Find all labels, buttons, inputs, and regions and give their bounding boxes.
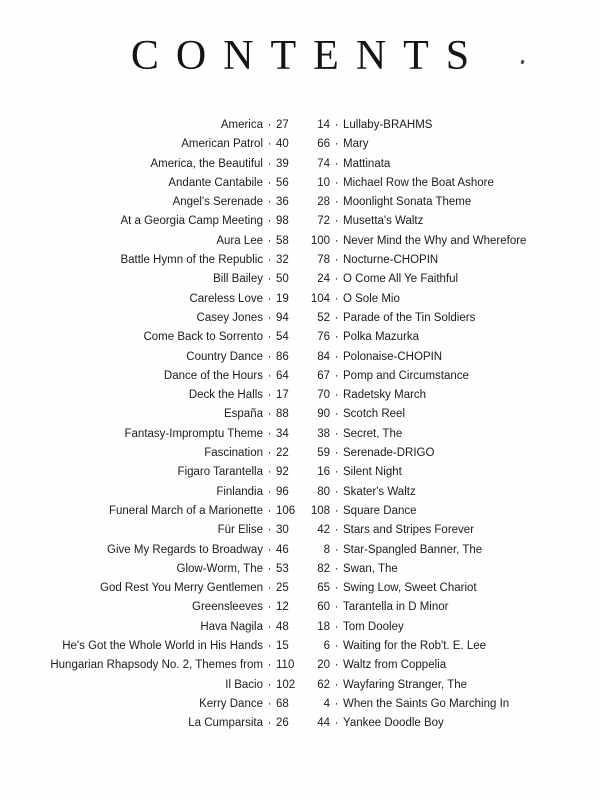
toc-entry xyxy=(36,116,302,135)
page-number: 25 xyxy=(276,582,289,595)
song-title: Michael Row the Boat Ashore xyxy=(343,176,494,189)
toc-entry xyxy=(36,174,302,193)
separator-dot: · xyxy=(267,640,272,653)
page-number: 38 xyxy=(317,427,330,440)
song-title: America xyxy=(220,119,263,131)
separator-dot: · xyxy=(334,350,339,363)
song-title: Deck the Halls xyxy=(188,389,263,402)
page-number: 42 xyxy=(317,524,330,537)
separator-dot: · xyxy=(267,350,272,363)
separator-dot: · xyxy=(334,466,339,479)
song-title: Fantasy-Impromptu Theme xyxy=(124,427,263,440)
toc-entry xyxy=(302,328,600,347)
song-title: He's Got the Whole World in His Hands xyxy=(62,640,263,653)
song-title: Hava Nagila xyxy=(200,620,263,633)
song-title: Kerry Dance xyxy=(199,697,263,710)
song-title: Il Bacio xyxy=(225,678,263,691)
toc-entry xyxy=(302,695,600,714)
toc-entry xyxy=(302,270,600,289)
toc-entry xyxy=(36,251,302,270)
page-number: 74 xyxy=(317,157,330,170)
toc-entry xyxy=(36,270,302,289)
song-title: Tom Dooley xyxy=(343,620,404,633)
page-number: 62 xyxy=(317,678,330,691)
separator-dot: · xyxy=(334,485,339,498)
toc-entry xyxy=(302,521,600,540)
separator-dot: · xyxy=(267,292,272,305)
separator-dot: · xyxy=(267,138,272,151)
song-title: Stars and Stripes Forever xyxy=(343,524,475,537)
toc-entry xyxy=(302,212,600,231)
separator-dot: · xyxy=(334,389,339,402)
separator-dot: · xyxy=(267,562,272,575)
song-title: When the Saints Go Marching In xyxy=(343,697,510,710)
toc-entry xyxy=(36,714,302,733)
song-title: America, the Beautiful xyxy=(150,157,263,170)
separator-dot: · xyxy=(267,485,272,498)
separator-dot: · xyxy=(267,678,272,691)
song-title: American Patrol xyxy=(181,138,263,151)
toc-entry xyxy=(302,116,600,135)
song-title: Star-Spangled Banner, The xyxy=(343,543,483,556)
song-title: Fascination xyxy=(204,447,263,460)
page-number: 80 xyxy=(317,485,330,498)
toc-entry xyxy=(36,541,302,560)
page-number: 104 xyxy=(310,292,330,305)
separator-dot: · xyxy=(267,620,272,633)
page-number: 10 xyxy=(317,176,330,189)
song-title: Aura Lee xyxy=(216,234,263,247)
song-title: Serenade-DRIGO xyxy=(343,447,435,460)
page-number: 96 xyxy=(276,485,289,498)
page-number: 59 xyxy=(317,447,330,460)
separator-dot: · xyxy=(267,408,272,421)
toc-entry xyxy=(36,232,302,251)
toc-entry xyxy=(302,676,600,695)
separator-dot: · xyxy=(334,427,339,440)
song-title: Nocturne-CHOPIN xyxy=(343,254,439,267)
page-number: 17 xyxy=(276,389,289,402)
song-title: Scotch Reel xyxy=(343,408,406,421)
separator-dot: · xyxy=(334,601,339,614)
toc-entry xyxy=(36,676,302,695)
song-title: Skater's Waltz xyxy=(343,485,416,498)
separator-dot: · xyxy=(267,659,272,672)
page-number: 66 xyxy=(317,138,330,151)
song-title: Polka Mazurka xyxy=(343,331,420,344)
toc-entry xyxy=(302,618,600,637)
toc-entry xyxy=(36,579,302,598)
toc-entry xyxy=(302,656,600,675)
toc-entry xyxy=(36,560,302,579)
page-number: 98 xyxy=(276,215,289,228)
page-number: 76 xyxy=(317,331,330,344)
toc-columns xyxy=(36,116,600,734)
page-number: 30 xyxy=(276,524,289,537)
song-title: Swing Low, Sweet Chariot xyxy=(343,582,477,595)
song-title: España xyxy=(223,408,263,421)
separator-dot: · xyxy=(334,447,339,460)
page-number: 58 xyxy=(276,234,289,247)
song-title: Parade of the Tin Soldiers xyxy=(343,311,476,324)
song-title: Hungarian Rhapsody No. 2, Themes from xyxy=(50,659,263,672)
separator-dot: · xyxy=(334,119,339,131)
song-title: Für Elise xyxy=(217,524,263,537)
toc-entry xyxy=(302,155,600,174)
separator-dot: · xyxy=(334,543,339,556)
separator-dot: · xyxy=(267,601,272,614)
page-number: 68 xyxy=(276,697,289,710)
separator-dot: · xyxy=(267,369,272,382)
song-title: Never Mind the Why and Wherefore xyxy=(343,234,527,247)
toc-entry xyxy=(302,174,600,193)
separator-dot: · xyxy=(267,196,272,209)
separator-dot: · xyxy=(267,176,272,189)
toc-entry xyxy=(36,598,302,617)
page-number: 27 xyxy=(276,119,289,131)
separator-dot: · xyxy=(334,408,339,421)
page-number: 4 xyxy=(323,697,330,710)
page-number: 8 xyxy=(323,543,330,556)
separator-dot: · xyxy=(334,215,339,228)
toc-entry xyxy=(302,193,600,212)
page-number: 48 xyxy=(276,620,289,633)
toc-entry xyxy=(36,386,302,405)
separator-dot: · xyxy=(334,678,339,691)
separator-dot: · xyxy=(334,311,339,324)
page-number: 15 xyxy=(276,640,289,653)
toc-entry xyxy=(302,637,600,656)
page-number: 82 xyxy=(317,562,330,575)
toc-entry xyxy=(302,386,600,405)
separator-dot: · xyxy=(334,504,339,517)
separator-dot: · xyxy=(334,292,339,305)
separator-dot: · xyxy=(334,620,339,633)
separator-dot: · xyxy=(267,119,272,131)
song-title: Waltz from Coppelia xyxy=(343,659,447,672)
toc-entry xyxy=(36,656,302,675)
song-title: Square Dance xyxy=(343,504,417,517)
page-number: 46 xyxy=(276,543,289,556)
song-title: Swan, The xyxy=(343,562,398,575)
toc-entry xyxy=(302,541,600,560)
song-title: Careless Love xyxy=(189,292,263,305)
toc-entry xyxy=(36,348,302,367)
separator-dot: · xyxy=(267,466,272,479)
song-title: Polonaise-CHOPIN xyxy=(343,350,443,363)
toc-entry xyxy=(302,290,600,309)
toc-entry xyxy=(36,193,302,212)
page-number: 20 xyxy=(317,659,330,672)
page-number: 92 xyxy=(276,466,289,479)
separator-dot: · xyxy=(267,447,272,460)
separator-dot: · xyxy=(267,543,272,556)
song-title: Tarantella in D Minor xyxy=(343,601,449,614)
separator-dot: · xyxy=(267,717,272,730)
toc-entry xyxy=(36,309,302,328)
page-number: 24 xyxy=(317,273,330,286)
page-number: 22 xyxy=(276,447,289,460)
page-number: 108 xyxy=(310,504,330,517)
song-title: Come Back to Sorrento xyxy=(143,331,263,344)
song-title: God Rest You Merry Gentlemen xyxy=(100,582,263,595)
page-number: 39 xyxy=(276,157,289,170)
page-number: 18 xyxy=(317,620,330,633)
separator-dot: · xyxy=(334,176,339,189)
toc-entry xyxy=(36,405,302,424)
separator-dot: · xyxy=(267,157,272,170)
song-title: Mary xyxy=(343,138,369,151)
song-title: La Cumparsita xyxy=(188,717,263,730)
song-title: Mattinata xyxy=(343,157,391,170)
toc-entry xyxy=(302,483,600,502)
song-title: Pomp and Circumstance xyxy=(343,369,469,382)
toc-entry xyxy=(36,367,302,386)
page-number: 40 xyxy=(276,138,289,151)
separator-dot: · xyxy=(267,697,272,710)
separator-dot: · xyxy=(334,196,339,209)
toc-entry xyxy=(36,328,302,347)
page-number: 67 xyxy=(317,369,330,382)
song-title: Figaro Tarantella xyxy=(177,466,263,479)
song-title: At a Georgia Camp Meeting xyxy=(120,215,263,228)
song-title: Casey Jones xyxy=(196,311,263,324)
toc-left-column xyxy=(36,116,302,734)
separator-dot: · xyxy=(334,369,339,382)
page-number: 32 xyxy=(276,254,289,267)
separator-dot: · xyxy=(267,331,272,344)
page-number: 50 xyxy=(276,273,289,286)
page-number: 34 xyxy=(276,427,289,440)
toc-entry xyxy=(36,425,302,444)
song-title: Glow-Worm, The xyxy=(176,562,263,575)
song-title: Finlandia xyxy=(216,485,263,498)
page-number: 65 xyxy=(317,582,330,595)
page-number: 84 xyxy=(317,350,330,363)
separator-dot: · xyxy=(334,234,339,247)
song-title: Musetta's Waltz xyxy=(343,215,424,228)
separator-dot: · xyxy=(267,504,272,517)
page-number: 19 xyxy=(276,292,289,305)
toc-entry xyxy=(302,348,600,367)
song-title: Give My Regards to Broadway xyxy=(107,543,263,556)
song-title: Battle Hymn of the Republic xyxy=(120,254,263,267)
toc-entry xyxy=(302,579,600,598)
page-number: 53 xyxy=(276,562,289,575)
song-title: Dance of the Hours xyxy=(163,369,263,382)
toc-entry xyxy=(302,425,600,444)
toc-entry xyxy=(36,483,302,502)
page-number: 12 xyxy=(276,601,289,614)
separator-dot: · xyxy=(334,659,339,672)
page-number: 36 xyxy=(276,196,289,209)
separator-dot: · xyxy=(334,640,339,653)
toc-entry xyxy=(36,463,302,482)
page-number: 100 xyxy=(310,234,330,247)
song-title: Wayfaring Stranger, The xyxy=(343,678,468,691)
page-number: 14 xyxy=(317,119,330,131)
page-number: 44 xyxy=(317,717,330,730)
page-number: 56 xyxy=(276,176,289,189)
song-title: Yankee Doodle Boy xyxy=(343,717,444,730)
toc-entry xyxy=(36,618,302,637)
page-number: 106 xyxy=(276,504,296,517)
song-title: Funeral March of a Marionette xyxy=(108,504,263,517)
song-title: Radetsky March xyxy=(343,389,427,402)
page-title: CONTENTS xyxy=(130,33,487,79)
page-number: 16 xyxy=(317,466,330,479)
toc-entry xyxy=(302,560,600,579)
separator-dot: · xyxy=(334,562,339,575)
page-number: 94 xyxy=(276,311,289,324)
page-number: 6 xyxy=(323,640,330,653)
toc-entry xyxy=(36,135,302,154)
separator-dot: · xyxy=(334,524,339,537)
separator-dot: · xyxy=(334,697,339,710)
toc-entry xyxy=(302,232,600,251)
toc-entry xyxy=(302,714,600,733)
song-title: Andante Cantabile xyxy=(168,176,263,189)
page-number: 86 xyxy=(276,350,289,363)
toc-entry xyxy=(36,695,302,714)
song-title: Angel's Serenade xyxy=(172,196,263,209)
song-title: Greensleeves xyxy=(192,601,263,614)
page-number: 110 xyxy=(276,659,295,672)
separator-dot: · xyxy=(267,311,272,324)
song-title: O Come All Ye Faithful xyxy=(343,273,459,286)
toc-entry xyxy=(36,212,302,231)
toc-entry xyxy=(302,598,600,617)
toc-entry xyxy=(36,637,302,656)
separator-dot: · xyxy=(334,331,339,344)
toc-entry xyxy=(302,405,600,424)
page-number: 70 xyxy=(317,389,330,402)
separator-dot: · xyxy=(267,234,272,247)
song-title: Lullaby-BRAHMS xyxy=(343,119,433,131)
page-number: 64 xyxy=(276,369,289,382)
toc-entry xyxy=(36,155,302,174)
song-title: O Sole Mio xyxy=(343,292,400,305)
separator-dot: · xyxy=(334,138,339,151)
page-number: 88 xyxy=(276,408,289,421)
separator-dot: · xyxy=(334,582,339,595)
toc-entry xyxy=(302,502,600,521)
title-block xyxy=(0,34,600,78)
separator-dot: · xyxy=(334,254,339,267)
toc-entry xyxy=(36,290,302,309)
page-number: 52 xyxy=(317,311,330,324)
separator-dot: · xyxy=(267,215,272,228)
page-number: 78 xyxy=(317,254,330,267)
separator-dot: · xyxy=(267,273,272,286)
separator-dot: · xyxy=(334,273,339,286)
song-title: Bill Bailey xyxy=(213,273,263,286)
page-number: 28 xyxy=(317,196,330,209)
song-title: Waiting for the Rob't. E. Lee xyxy=(343,640,487,653)
toc-entry xyxy=(302,463,600,482)
toc-entry xyxy=(302,444,600,463)
toc-entry xyxy=(36,502,302,521)
toc-entry xyxy=(36,521,302,540)
separator-dot: · xyxy=(267,582,272,595)
separator-dot: · xyxy=(267,389,272,402)
page-number: 102 xyxy=(276,678,296,691)
toc-right-column xyxy=(302,116,600,734)
separator-dot: · xyxy=(334,717,339,730)
separator-dot: · xyxy=(334,157,339,170)
song-title: Secret, The xyxy=(343,427,403,440)
page-number: 26 xyxy=(276,717,289,730)
page-number: 54 xyxy=(276,331,289,344)
toc-entry xyxy=(36,444,302,463)
song-title: Country Dance xyxy=(186,350,263,363)
separator-dot: · xyxy=(267,427,272,440)
separator-dot: · xyxy=(267,524,272,537)
page-number: 72 xyxy=(317,215,330,228)
toc-entry xyxy=(302,251,600,270)
page-number: 60 xyxy=(317,601,330,614)
page-number: 90 xyxy=(317,408,330,421)
toc-entry xyxy=(302,367,600,386)
song-title: Moonlight Sonata Theme xyxy=(343,196,472,209)
toc-entry xyxy=(302,135,600,154)
toc-entry xyxy=(302,309,600,328)
song-title: Silent Night xyxy=(343,466,402,479)
separator-dot: · xyxy=(267,254,272,267)
